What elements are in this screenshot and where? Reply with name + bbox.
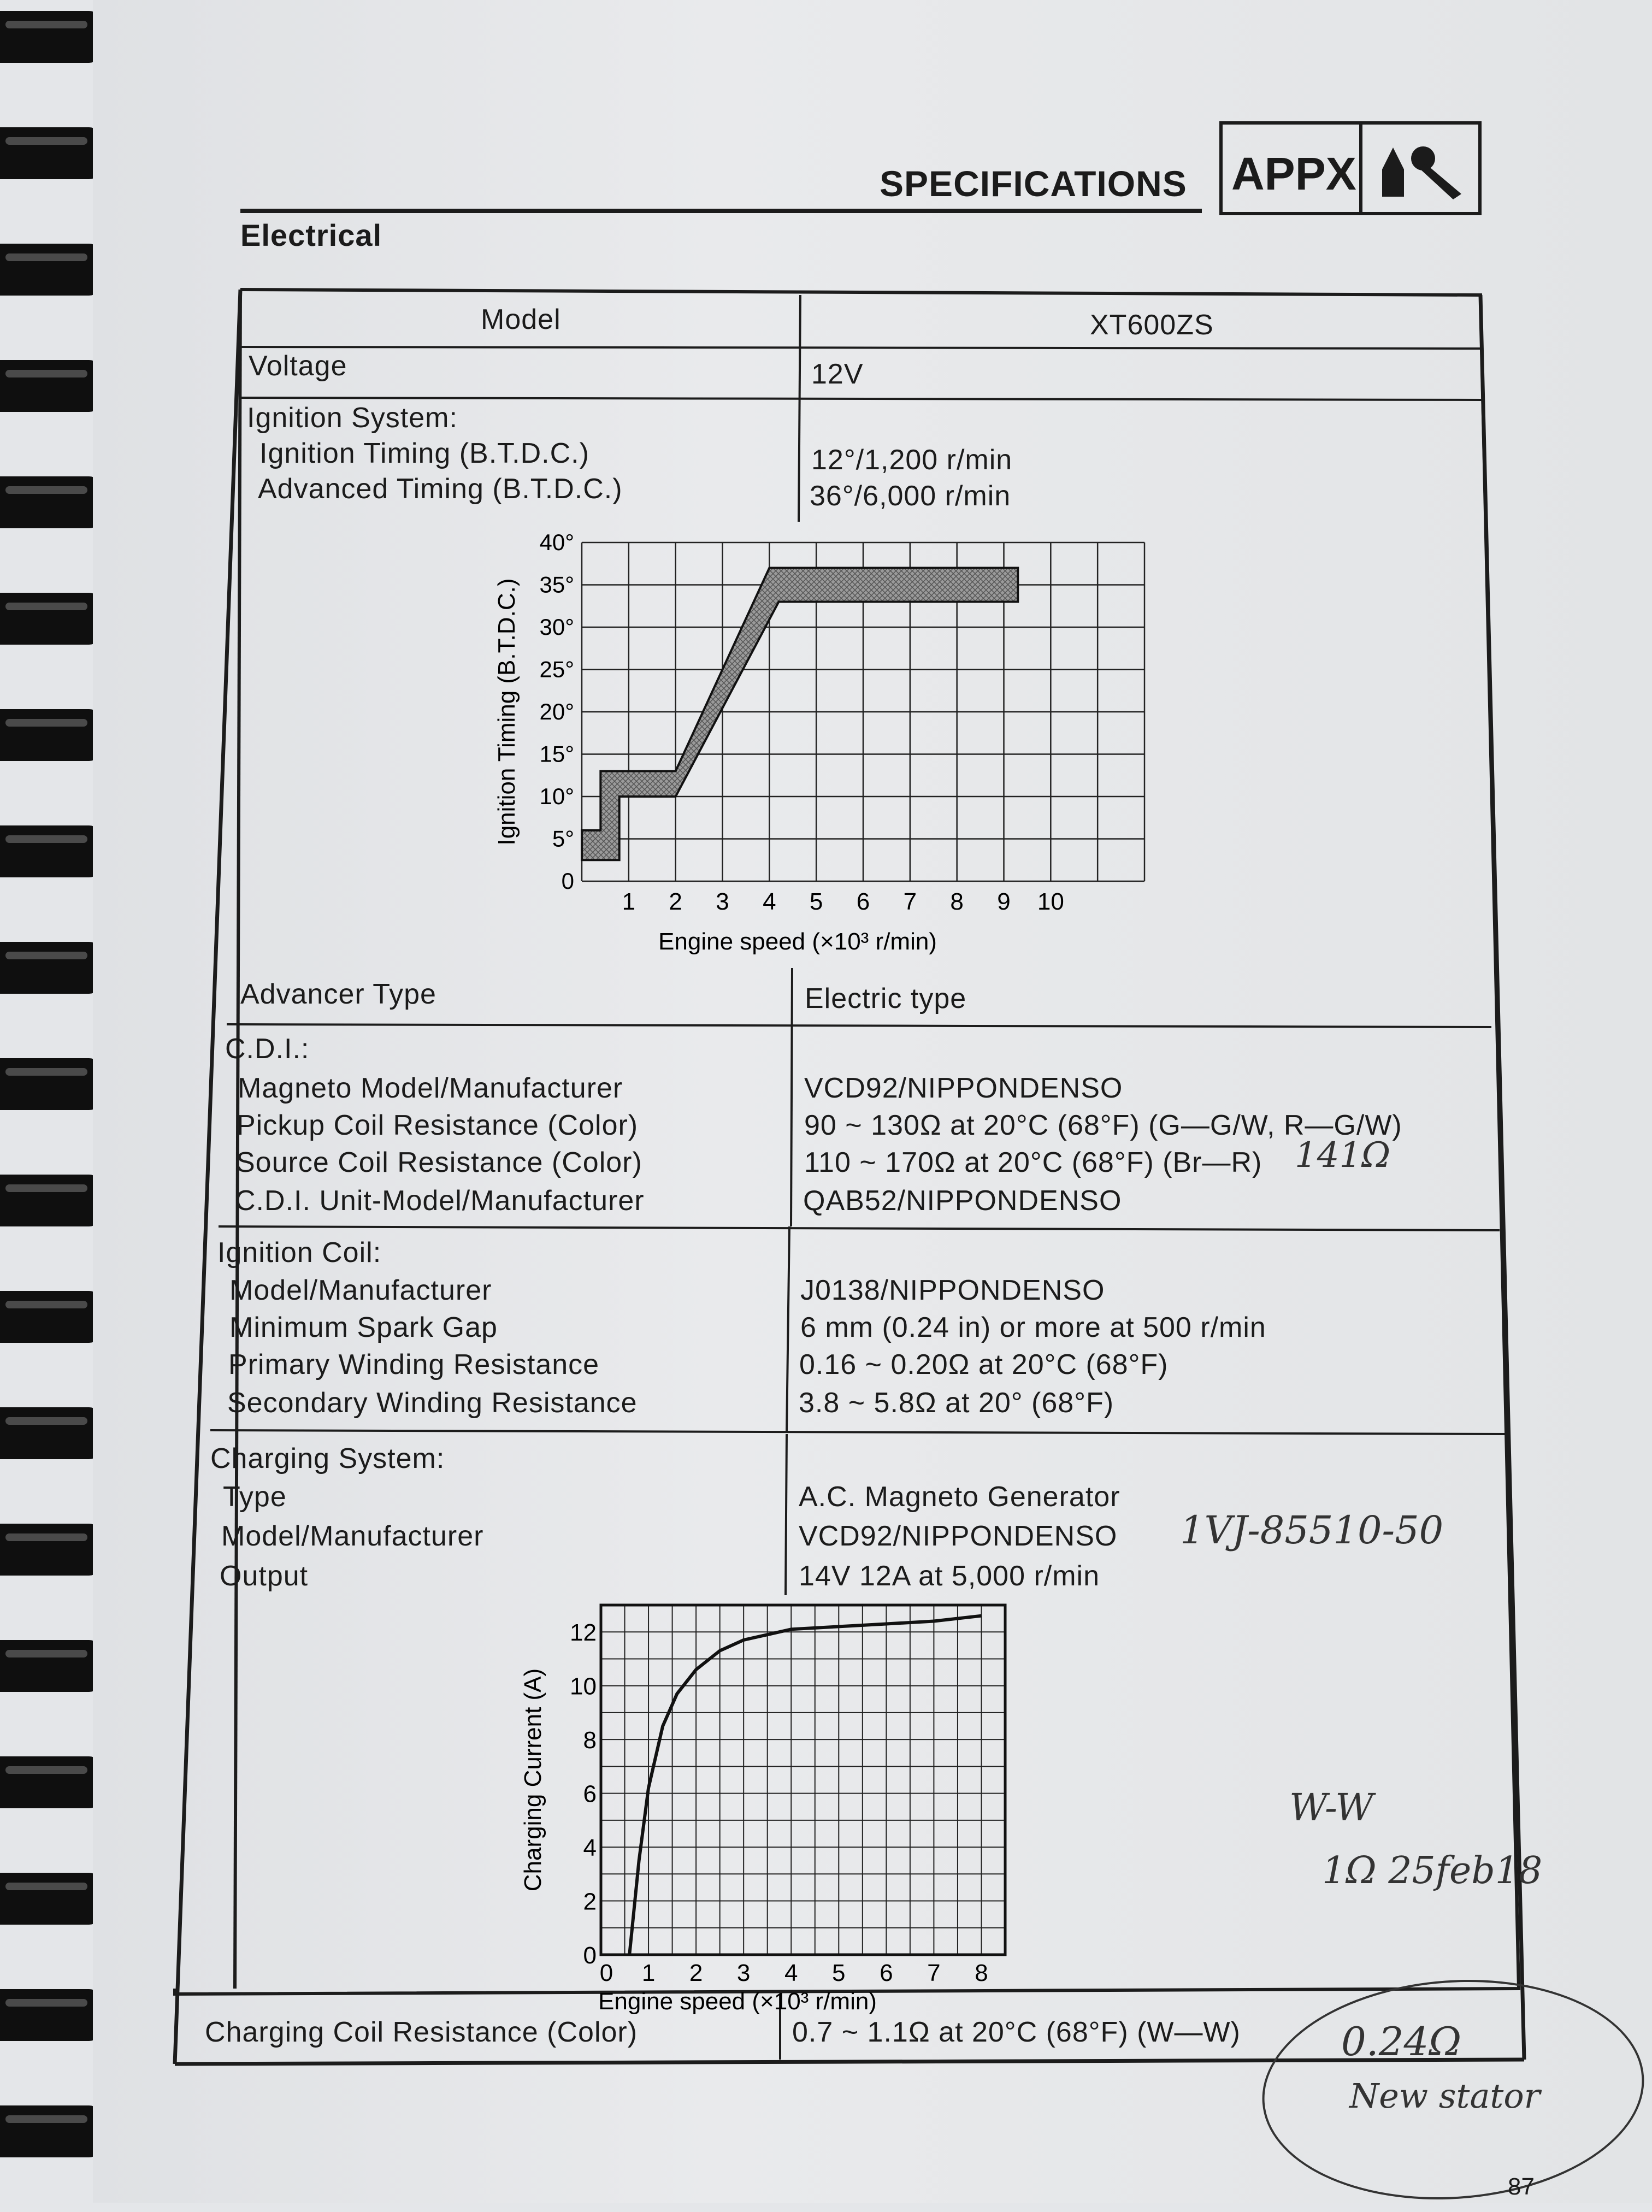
page-title: SPECIFICATIONS xyxy=(880,163,1187,204)
output-label: Output xyxy=(220,1560,309,1592)
handwritten-ohm-date: 1Ω 25feb18 xyxy=(1322,1849,1543,1892)
y-tick-label: 25° xyxy=(539,656,574,682)
x-tick-label: 8 xyxy=(975,1960,988,1986)
x-axis-label: Engine speed (×10³ r/min) xyxy=(658,928,937,955)
page-number: 87 xyxy=(1508,2173,1535,2200)
y-tick-label: 40° xyxy=(539,529,574,555)
charging-model-label: Model/Manufacturer xyxy=(221,1520,484,1552)
section-title: Electrical xyxy=(240,218,382,252)
ignition-system-label: Ignition System: xyxy=(247,402,458,434)
y-tick-label: 15° xyxy=(539,741,574,767)
magneto-value: VCD92/NIPPONDENSO xyxy=(804,1072,1123,1104)
x-tick-label: 10 xyxy=(1037,888,1064,915)
voltage-label: Voltage xyxy=(249,350,347,382)
source-coil-value: 110 ~ 170Ω at 20°C (68°F) (Br—R) xyxy=(804,1147,1262,1178)
output-value: 14V 12A at 5,000 r/min xyxy=(799,1560,1100,1592)
x-tick-label: 2 xyxy=(669,888,682,915)
x-tick-label: 4 xyxy=(784,1960,798,1986)
y-tick-label: 6 xyxy=(583,1780,597,1808)
magneto-label: Magneto Model/Manufacturer xyxy=(238,1072,623,1104)
y-tick-label: 10° xyxy=(539,783,574,809)
ignition-timing-value: 12°/1,200 r/min xyxy=(811,444,1013,476)
x-tick-label: 1 xyxy=(622,888,636,915)
primary-winding-label: Primary Winding Resistance xyxy=(228,1349,600,1381)
source-coil-label: Source Coil Resistance (Color) xyxy=(236,1147,642,1178)
model-label: Model xyxy=(481,304,561,335)
y-axis-label: Ignition Timing (B.T.D.C.) xyxy=(493,578,520,846)
x-tick-label: 9 xyxy=(997,888,1011,915)
y-tick-label: 0 xyxy=(561,868,574,894)
spark-gap-label: Minimum Spark Gap xyxy=(229,1312,498,1343)
x-tick-label: 3 xyxy=(736,1960,751,1986)
charging-current-chart xyxy=(514,1590,1049,2016)
x-tick-label: 1 xyxy=(641,1960,656,1986)
ignition-timing-label: Ignition Timing (B.T.D.C.) xyxy=(259,438,589,469)
pickup-coil-label: Pickup Coil Resistance (Color) xyxy=(237,1110,639,1141)
coil-model-label: Model/Manufacturer xyxy=(229,1275,492,1306)
x-tick-label: 6 xyxy=(880,1960,893,1986)
handwritten-source-resistance: 141Ω xyxy=(1295,1135,1391,1176)
x-tick-label: 7 xyxy=(927,1960,941,1986)
voltage-value: 12V xyxy=(811,358,864,390)
y-tick-label: 2 xyxy=(583,1888,597,1915)
handwritten-ww: W-W xyxy=(1289,1786,1374,1830)
timing-band xyxy=(582,568,1018,860)
y-axis-label: Charging Current (A) xyxy=(520,1668,546,1892)
handwritten-circled-value: 0.24Ω xyxy=(1341,2019,1462,2064)
x-tick-label: 7 xyxy=(903,888,917,915)
charging-coil-label: Charging Coil Resistance (Color) xyxy=(205,2016,638,2048)
charging-type-value: A.C. Magneto Generator xyxy=(799,1481,1120,1513)
y-tick-label: 35° xyxy=(539,571,574,598)
handwritten-part-number: 1VJ-85510-50 xyxy=(1180,1508,1444,1553)
x-tick-label: 5 xyxy=(832,1960,846,1986)
advancer-type-label: Advancer Type xyxy=(240,978,436,1010)
charging-type-label: Type xyxy=(223,1481,287,1513)
plot-frame xyxy=(601,1605,1005,1955)
spark-gap-value: 6 mm (0.24 in) or more at 500 r/min xyxy=(800,1312,1266,1343)
appx-label: APPX xyxy=(1231,148,1356,199)
y-tick-label: 8 xyxy=(583,1727,597,1754)
y-tick-label: 30° xyxy=(539,614,574,640)
primary-winding-value: 0.16 ~ 0.20Ω at 20°C (68°F) xyxy=(799,1349,1169,1381)
charging-system-title: Charging System: xyxy=(210,1443,445,1474)
y-tick-label: 0 xyxy=(583,1942,597,1969)
x-axis-label: Engine speed (×10³ r/min) xyxy=(598,1988,877,2015)
ignition-timing-chart xyxy=(470,522,1180,981)
advanced-timing-value: 36°/6,000 r/min xyxy=(810,480,1011,512)
y-tick-label: 20° xyxy=(539,699,574,724)
y-tick-label: 4 xyxy=(583,1835,597,1862)
secondary-winding-value: 3.8 ~ 5.8Ω at 20° (68°F) xyxy=(799,1387,1114,1419)
coil-model-value: J0138/NIPPONDENSO xyxy=(800,1275,1105,1306)
x-tick-label: 4 xyxy=(763,888,776,915)
cdi-unit-label: C.D.I. Unit-Model/Manufacturer xyxy=(235,1185,645,1217)
x-tick-label: 2 xyxy=(689,1960,703,1986)
model-value: XT600ZS xyxy=(1090,309,1214,341)
y-tick-label: 10 xyxy=(570,1673,597,1700)
charging-model-value: VCD92/NIPPONDENSO xyxy=(799,1520,1118,1552)
charging-curve xyxy=(629,1616,981,1955)
x-tick-label: 0 xyxy=(599,1960,613,1986)
y-tick-label: 5° xyxy=(552,825,574,852)
pickup-coil-value: 90 ~ 130Ω at 20°C (68°F) (G—G/W, R—G/W) xyxy=(804,1110,1402,1141)
x-tick-label: 5 xyxy=(809,888,823,915)
handwritten-circled-note: New stator xyxy=(1349,2076,1541,2116)
x-tick-label: 6 xyxy=(856,888,870,915)
x-tick-label: 3 xyxy=(716,888,729,915)
secondary-winding-label: Secondary Winding Resistance xyxy=(227,1387,638,1419)
advancer-type-value: Electric type xyxy=(805,983,967,1014)
ignition-coil-title: Ignition Coil: xyxy=(217,1237,382,1269)
cdi-title: C.D.I.: xyxy=(225,1033,310,1065)
advanced-timing-label: Advanced Timing (B.T.D.C.) xyxy=(258,473,623,505)
cdi-unit-value: QAB52/NIPPONDENSO xyxy=(803,1185,1122,1217)
charging-coil-value: 0.7 ~ 1.1Ω at 20°C (68°F) (W—W) xyxy=(792,2016,1241,2048)
x-tick-label: 8 xyxy=(950,888,964,915)
y-tick-label: 12 xyxy=(570,1619,597,1647)
